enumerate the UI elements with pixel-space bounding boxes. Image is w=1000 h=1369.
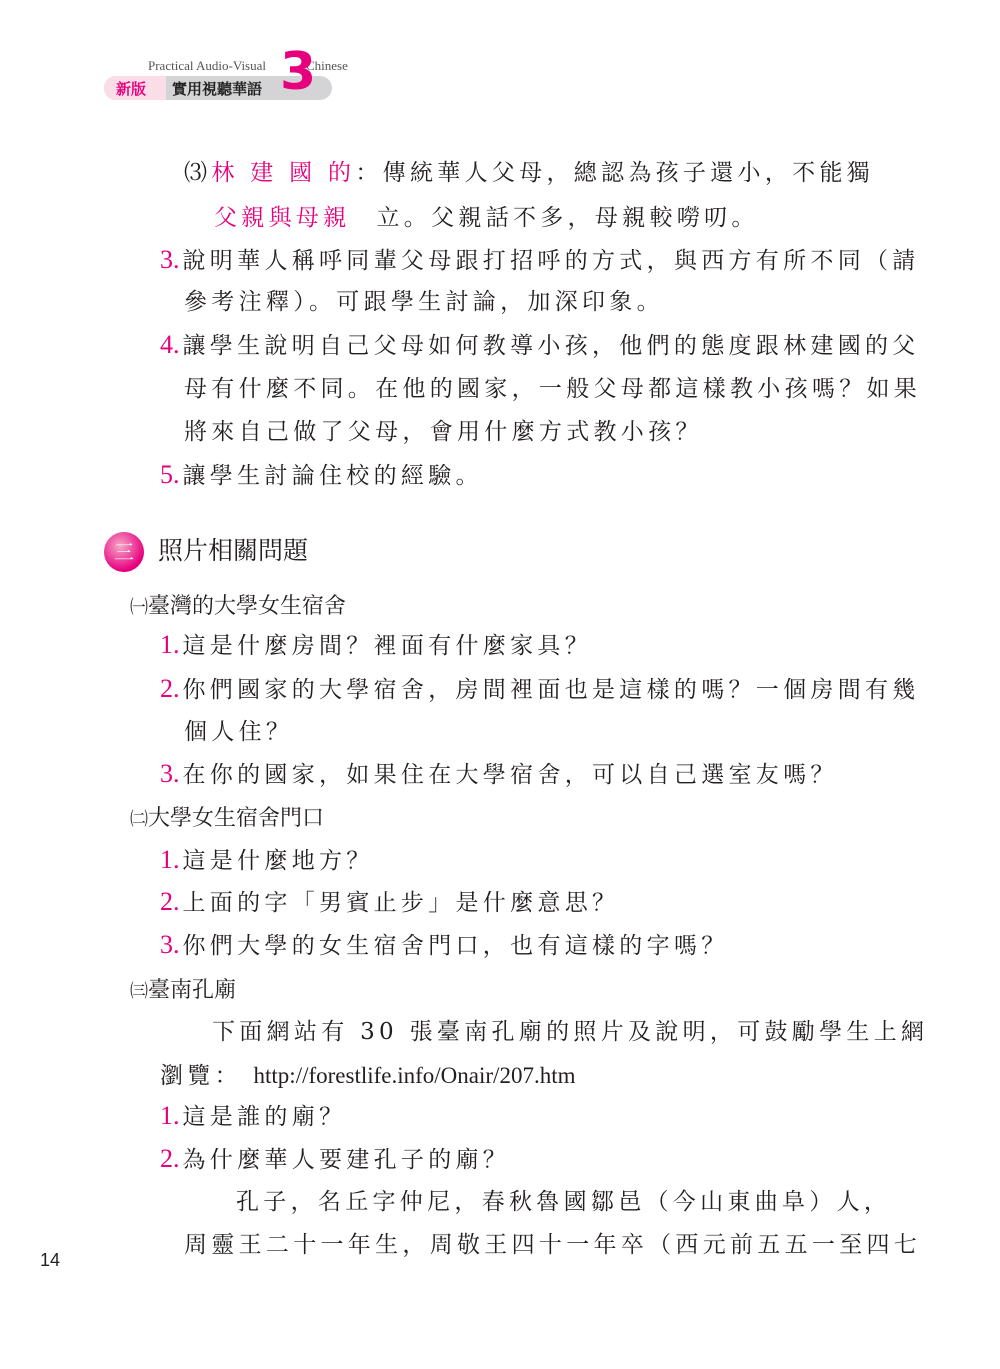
item-number: 1. — [160, 630, 180, 659]
item-number: 2. — [160, 887, 180, 916]
item-number: 1. — [160, 845, 180, 874]
list-item: 3. 你們大學的女生宿舍門口，也有這樣的字嗎？ — [160, 930, 729, 959]
paragraph-line: 下面網站有 30 張臺南孔廟的照片及說明，可鼓勵學生上網 — [212, 1019, 929, 1045]
paragraph-line: 瀏覽： http://forestlife.info/Onair/207.htm — [160, 1063, 576, 1089]
subsection-title: ㈠臺灣的大學女生宿舍 — [130, 594, 347, 619]
item-number: 2. — [160, 1144, 180, 1173]
website-link[interactable]: http://forestlife.info/Onair/207.htm — [253, 1063, 576, 1088]
header-volume: 3 — [280, 42, 317, 102]
book-header — [104, 42, 364, 108]
item-number: 1. — [160, 1101, 180, 1130]
section-title: 照片相關問題 — [158, 536, 309, 565]
item-number: 5. — [160, 460, 180, 489]
highlight-parents: 父親與母親 — [214, 205, 351, 231]
header-english-right: Chinese — [306, 58, 348, 73]
item-number: 3. — [160, 245, 180, 274]
text-line: 參考注釋）。可跟學生討論，加深印象。 — [184, 289, 664, 315]
section-badge: 三 — [104, 532, 144, 572]
paragraph-line: 周靈王二十一年生，周敬王四十一年卒（西元前五五一至四七 — [184, 1232, 922, 1258]
list-item: 2. 上面的字「男賓止步」是什麼意思？ — [160, 887, 620, 916]
list-item: 2. 你們國家的大學宿舍，房間裡面也是這樣的嗎？一個房間有幾 — [160, 674, 920, 703]
text-line: 父親與母親 立。父親話不多，母親較嘮叨。 — [214, 205, 759, 231]
list-item: 1. 這是什麼房間？裡面有什麼家具？ — [160, 630, 592, 659]
subsection-title: ㈡大學女生宿舍門口 — [130, 806, 325, 831]
text-line: ⑶林 建 國 的：傳統華人父母，總認為孩子還小，不能獨 — [184, 160, 875, 186]
item-prefix: ⑶ — [184, 160, 212, 186]
list-item: 3. 在你的國家，如果住在大學宿舍，可以自己選室友嗎？ — [160, 759, 838, 788]
item-number: 3. — [160, 930, 180, 959]
list-item: 5. 讓學生討論住校的經驗。 — [160, 460, 483, 489]
list-item: 4. 讓學生說明自己父母如何教導小孩，他們的態度跟林建國的父 — [160, 330, 920, 359]
header-english-left: Practical Audio-Visual — [148, 58, 266, 73]
list-item: 2. 為什麼華人要建孔子的廟？ — [160, 1144, 511, 1173]
subsection-title: ㈢臺南孔廟 — [130, 978, 237, 1003]
text-line: 母有什麼不同。在他的國家，一般父母都這樣教小孩嗎？如果 — [184, 376, 922, 402]
header-edition: 新版 — [116, 80, 147, 98]
item-number: 3. — [160, 759, 180, 788]
list-item: 1. 這是誰的廟？ — [160, 1101, 347, 1130]
item-number: 2. — [160, 674, 180, 703]
text-line: 個人住？ — [184, 719, 294, 745]
list-item: 1. 這是什麼地方？ — [160, 845, 374, 874]
paragraph-line: 孔子，名丘字仲尼，春秋魯國鄒邑（今山東曲阜）人， — [236, 1189, 892, 1215]
highlight-name: 林 建 國 的 — [211, 160, 356, 186]
text-line: 將來自己做了父母，會用什麼方式教小孩？ — [184, 419, 703, 445]
page-number: 14 — [40, 1250, 61, 1270]
header-title: 實用視聽華語 — [172, 80, 263, 98]
item-number: 4. — [160, 330, 180, 359]
list-item: 3. 說明華人稱呼同輩父母跟打招呼的方式，與西方有所不同（請 — [160, 245, 920, 274]
